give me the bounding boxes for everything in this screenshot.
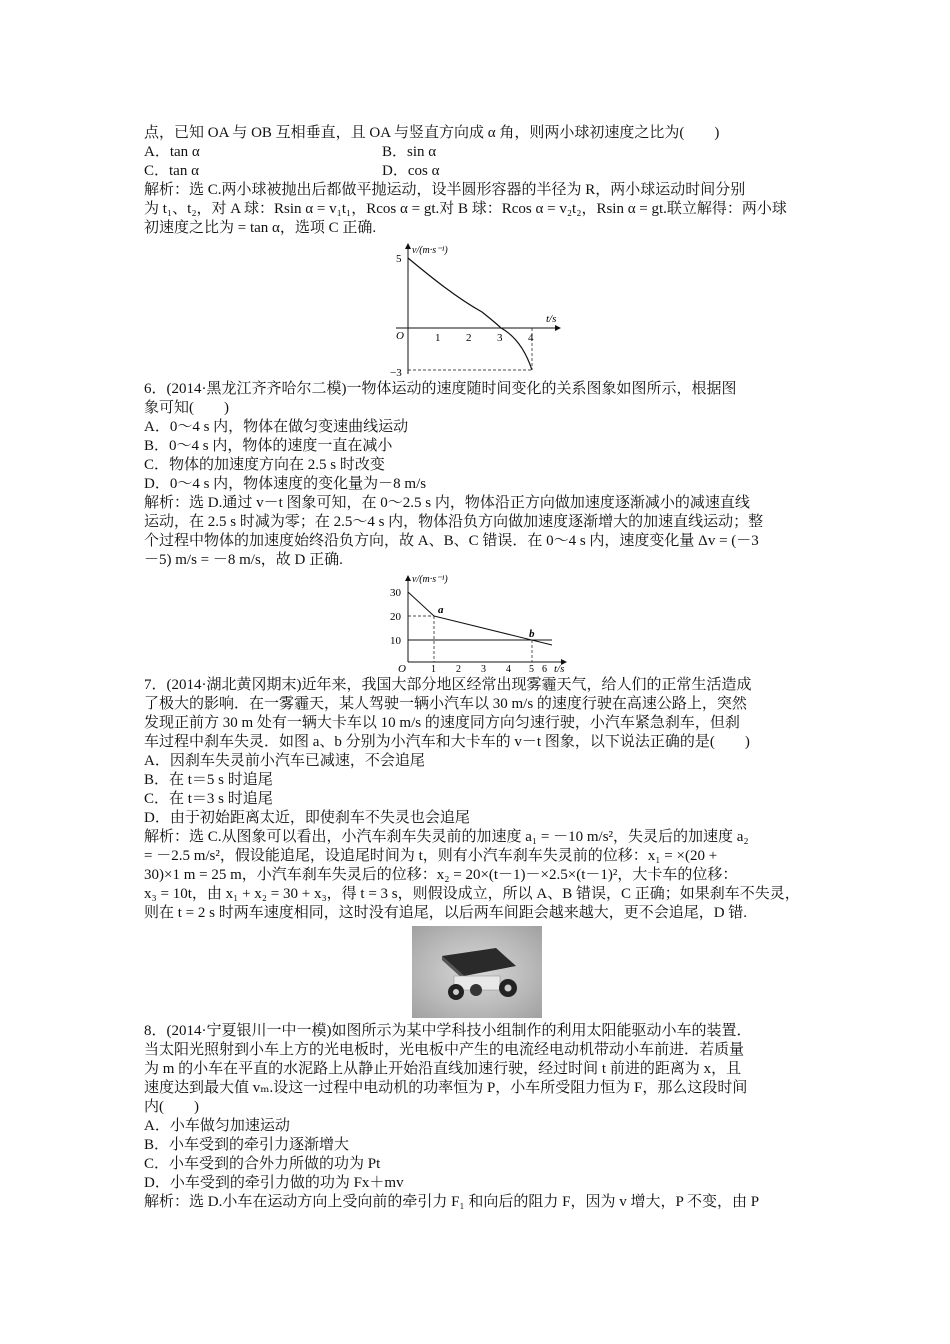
q6-option-a: A．0～4 s 内，物体在做匀变速曲线运动 bbox=[144, 419, 409, 435]
q5-stem: 点，已知 OA 与 OB 互相垂直，且 OA 与竖直方向成 α 角，则两小球初速度之比为( ) bbox=[144, 125, 720, 141]
q5-analysis-line-3: 初速度之比为 = tan α，选项 C 正确. bbox=[144, 220, 377, 236]
q8-stem-line-1: 8．(2014·宁夏银川一中一模)如图所示为某中学科技小组制作的利用太阳能驱动小车的装置． bbox=[144, 1023, 752, 1039]
x-tick-3: 3 bbox=[481, 664, 486, 674]
q7-analysis-line-4: x₃ = 10t，由 x₁ + x₂ = 30 + x₃，得 t = 3 s，则假设成立，所以 A、B 错误，C 正确；如果刹车不失灵， bbox=[144, 886, 800, 902]
x-axis-label: t/s bbox=[546, 313, 557, 325]
x-tick-1: 1 bbox=[435, 332, 441, 344]
q6-stem-line-1: 6．(2014·黑龙江齐齐哈尔二模)一物体运动的速度随时间变化的关系图象如图所示，根据图 bbox=[144, 381, 737, 397]
car-line-segment-1 bbox=[408, 592, 434, 616]
wheel bbox=[470, 984, 482, 996]
q5-option-a: A．tan α bbox=[144, 144, 200, 160]
document-page bbox=[144, 124, 810, 1212]
solar-car-illustration bbox=[412, 926, 542, 1018]
q6-stem-line-2: 象可知( ) bbox=[144, 400, 229, 416]
q8-stem-line-2: 当太阳光照射到小车上方的光电板时，光电板中产生的电流经电动机带动小车前进．若质量 bbox=[144, 1042, 745, 1058]
q7-stem-line-4: 车过程中刹车失灵．如图 a、b 分别为小汽车和大卡车的 v－t 图象，以下说法正确的是( ) bbox=[144, 734, 750, 750]
x-tick-4: 4 bbox=[528, 332, 534, 344]
y-axis-label: v/(m·s⁻¹) bbox=[412, 245, 448, 256]
solar-panel bbox=[442, 948, 516, 976]
q7-analysis-line-2: = －2.5 m/s²，假设能追尾，设追尾时间为 t，则有小汽车刹车失灵前的位移：x₁ = ×(20 + bbox=[144, 848, 718, 864]
x-tick-4: 4 bbox=[506, 664, 511, 674]
q8-analysis-line-1: 解析：选 D.小车在运动方向上受向前的牵引力 F₁ 和向后的阻力 F，因为 v 增大，P 不变，由 P bbox=[144, 1194, 760, 1210]
q8-option-b: B．小车受到的牵引力逐渐增大 bbox=[144, 1137, 350, 1153]
origin-label: O bbox=[396, 330, 404, 342]
q5-option-d: D．cos α bbox=[382, 163, 440, 179]
x-axis-label: t/s bbox=[554, 663, 565, 674]
origin-label: O bbox=[398, 663, 406, 674]
q5-options-row-2 bbox=[144, 162, 810, 181]
y-tick-10: 10 bbox=[390, 635, 401, 647]
q6-analysis-line-1: 解析：选 D.通过 v－t 图象可知，在 0～2.5 s 内，物体沿正方向做加速度逐渐减小的减速直线 bbox=[144, 495, 750, 511]
q8-option-c: C．小车受到的合外力所做的功为 Pt bbox=[144, 1156, 381, 1172]
q6-analysis-line-2: 运动，在 2.5 s 时减为零；在 2.5～4 s 内，物体沿负方向做加速度逐渐增大的加速直线运动；整 bbox=[144, 514, 764, 530]
q8-stem-line-5: 内( ) bbox=[144, 1099, 199, 1115]
q5-option-b: B．sin α bbox=[382, 144, 437, 160]
q8-stem-line-4: 速度达到最大值 vₘ.设这一过程中电动机的功率恒为 P，小车所受阻力恒为 F，那么这段时间 bbox=[144, 1080, 748, 1096]
q8-option-a: A．小车做匀加速运动 bbox=[144, 1118, 290, 1134]
q6-analysis-line-3: 个过程中物体的加速度始终沿负方向，故 A、B、C 错误．在 0～4 s 内，速度变化量 Δv = (－3 bbox=[144, 533, 759, 549]
q5-option-c: C．tan α bbox=[144, 163, 199, 179]
q7-stem-line-1: 7．(2014·湖北黄冈期末)近年来，我国大部分地区经常出现雾霾天气，给人们的正常生活造成 bbox=[144, 677, 752, 693]
q7-option-b: B．在 t＝5 s 时追尾 bbox=[144, 772, 273, 788]
q8-option-d: D．小车受到的牵引力做的功为 Fx＋mv bbox=[144, 1175, 404, 1191]
q7-option-d: D．由于初始距离太近，即使刹车不失灵也会追尾 bbox=[144, 810, 470, 826]
q5-options-row-1 bbox=[144, 143, 810, 162]
vt-graph-1 bbox=[382, 240, 572, 378]
x-tick-6: 6 bbox=[542, 664, 547, 674]
q6-option-c: C．物体的加速度方向在 2.5 s 时改变 bbox=[144, 457, 385, 473]
q5-analysis-line-2: 为 t₁、t₂，对 A 球：Rsin α = v₁t₁，Rcos α = gt.对 B 球：Rcos α = v₂t₂，Rsin α = gt.联立解得：两小球 bbox=[144, 201, 787, 217]
q7-analysis-line-3: 30)×1 m = 25 m，小汽车刹车失灵后的位移：x₂ = 20×(t－1)－×2.5×(t－1)²，大卡车的位移： bbox=[144, 867, 738, 883]
x-tick-3: 3 bbox=[497, 332, 503, 344]
q6-analysis-line-4: －5) m/s = －8 m/s，故 D 正确. bbox=[144, 552, 343, 568]
point-b-label: b bbox=[529, 628, 535, 640]
y-tick-5: 5 bbox=[396, 253, 402, 265]
q7-stem-line-2: 了极大的影响．在一雾霾天，某人驾驶一辆小汽车以 30 m/s 的速度行驶在高速公路上，突然 bbox=[144, 696, 747, 712]
y-tick-20: 20 bbox=[390, 611, 401, 623]
x-tick-2: 2 bbox=[466, 332, 472, 344]
solar-car-photo bbox=[412, 926, 542, 1018]
y-axis-label: v/(m·s⁻¹) bbox=[412, 574, 448, 585]
y-tick-30: 30 bbox=[390, 587, 401, 599]
q7-analysis-line-5: 则在 t = 2 s 时两车速度相同，这时没有追尾，以后两车间距会越来越大，更不会追尾，D 错. bbox=[144, 905, 748, 921]
x-tick-2: 2 bbox=[456, 664, 461, 674]
q7-stem-line-3: 发现正前方 30 m 处有一辆大卡车以 10 m/s 的速度同方向匀速行驶，小汽车紧急刹车，但刹 bbox=[144, 715, 740, 731]
x-tick-1: 1 bbox=[431, 664, 436, 674]
point-a-label: a bbox=[438, 604, 444, 616]
vt-graph-2 bbox=[382, 572, 572, 674]
velocity-curve bbox=[408, 258, 532, 370]
y-tick-minus3: −3 bbox=[390, 367, 402, 378]
q8-stem-line-3: 为 m 的小车在平直的水泥路上从静止开始沿直线加速行驶，经过时间 t 前进的距离为 x，且 bbox=[144, 1061, 742, 1077]
q5-analysis-line-1: 解析：选 C.两小球被抛出后都做平抛运动，设半圆形容器的半径为 R，两小球运动时间分别 bbox=[144, 182, 746, 198]
q7-option-c: C．在 t＝3 s 时追尾 bbox=[144, 791, 273, 807]
q7-option-a: A．因刹车失灵前小汽车已减速，不会追尾 bbox=[144, 753, 425, 769]
q6-option-d: D．0～4 s 内，物体速度的变化量为－8 m/s bbox=[144, 476, 427, 492]
q7-analysis-line-1: 解析：选 C.从图象可以看出，小汽车刹车失灵前的加速度 a₁ = －10 m/s²，失灵后的加速度 a₂ bbox=[144, 829, 749, 845]
x-tick-5: 5 bbox=[529, 664, 534, 674]
q6-option-b: B．0～4 s 内，物体的速度一直在减小 bbox=[144, 438, 393, 454]
